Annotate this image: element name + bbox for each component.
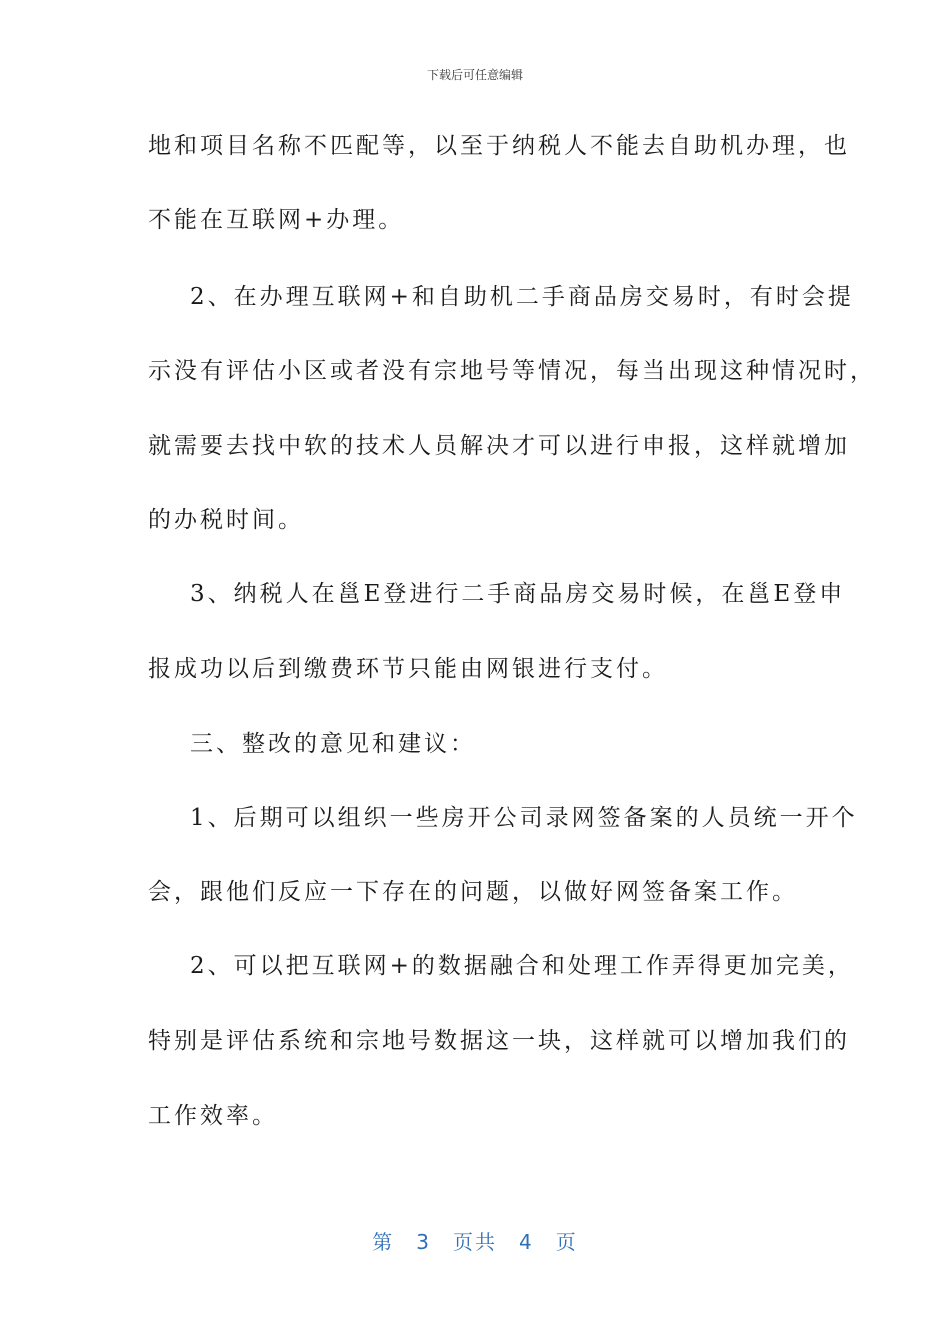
footer-prefix: 第: [372, 1230, 395, 1254]
total-page-number: 4: [519, 1230, 534, 1254]
section-heading: 三、整改的意见和建议：: [190, 731, 476, 757]
text-line: 示没有评估小区或者没有宗地号等情况，每当出现这种情况时，: [148, 358, 876, 384]
text-line: 的办税时间。: [148, 507, 304, 533]
footer-suffix: 页: [555, 1230, 578, 1254]
text-line: 1、后期可以组织一些房开公司录网签备案的人员统一开个: [190, 805, 858, 831]
header-note: 下载后可任意编辑: [426, 68, 523, 82]
text-line: 不能在互联网+办理。: [148, 207, 405, 233]
text-line: 2、可以把互联网+的数据融合和处理工作弄得更加完美，: [190, 953, 854, 979]
current-page-number: 3: [416, 1230, 431, 1254]
text-line: 地和项目名称不匹配等，以至于纳税人不能去自助机办理，也: [148, 133, 850, 159]
text-line: 特别是评估系统和宗地号数据这一块，这样就可以增加我们的: [148, 1028, 850, 1054]
text-line: 2、在办理互联网+和自助机二手商品房交易时，有时会提: [190, 284, 854, 310]
text-line: 就需要去找中软的技术人员解决才可以进行申报，这样就增加: [148, 433, 850, 459]
text-line: 报成功以后到缴费环节只能由网银进行支付。: [148, 656, 668, 682]
footer-middle: 页共: [453, 1230, 497, 1254]
text-line: 工作效率。: [148, 1103, 278, 1129]
text-line: 会，跟他们反应一下存在的问题，以做好网签备案工作。: [148, 879, 798, 905]
page-footer: [0, 1226, 950, 1255]
text-line: 3、纳税人在邕E登进行二手商品房交易时候，在邕E登申: [190, 581, 846, 607]
